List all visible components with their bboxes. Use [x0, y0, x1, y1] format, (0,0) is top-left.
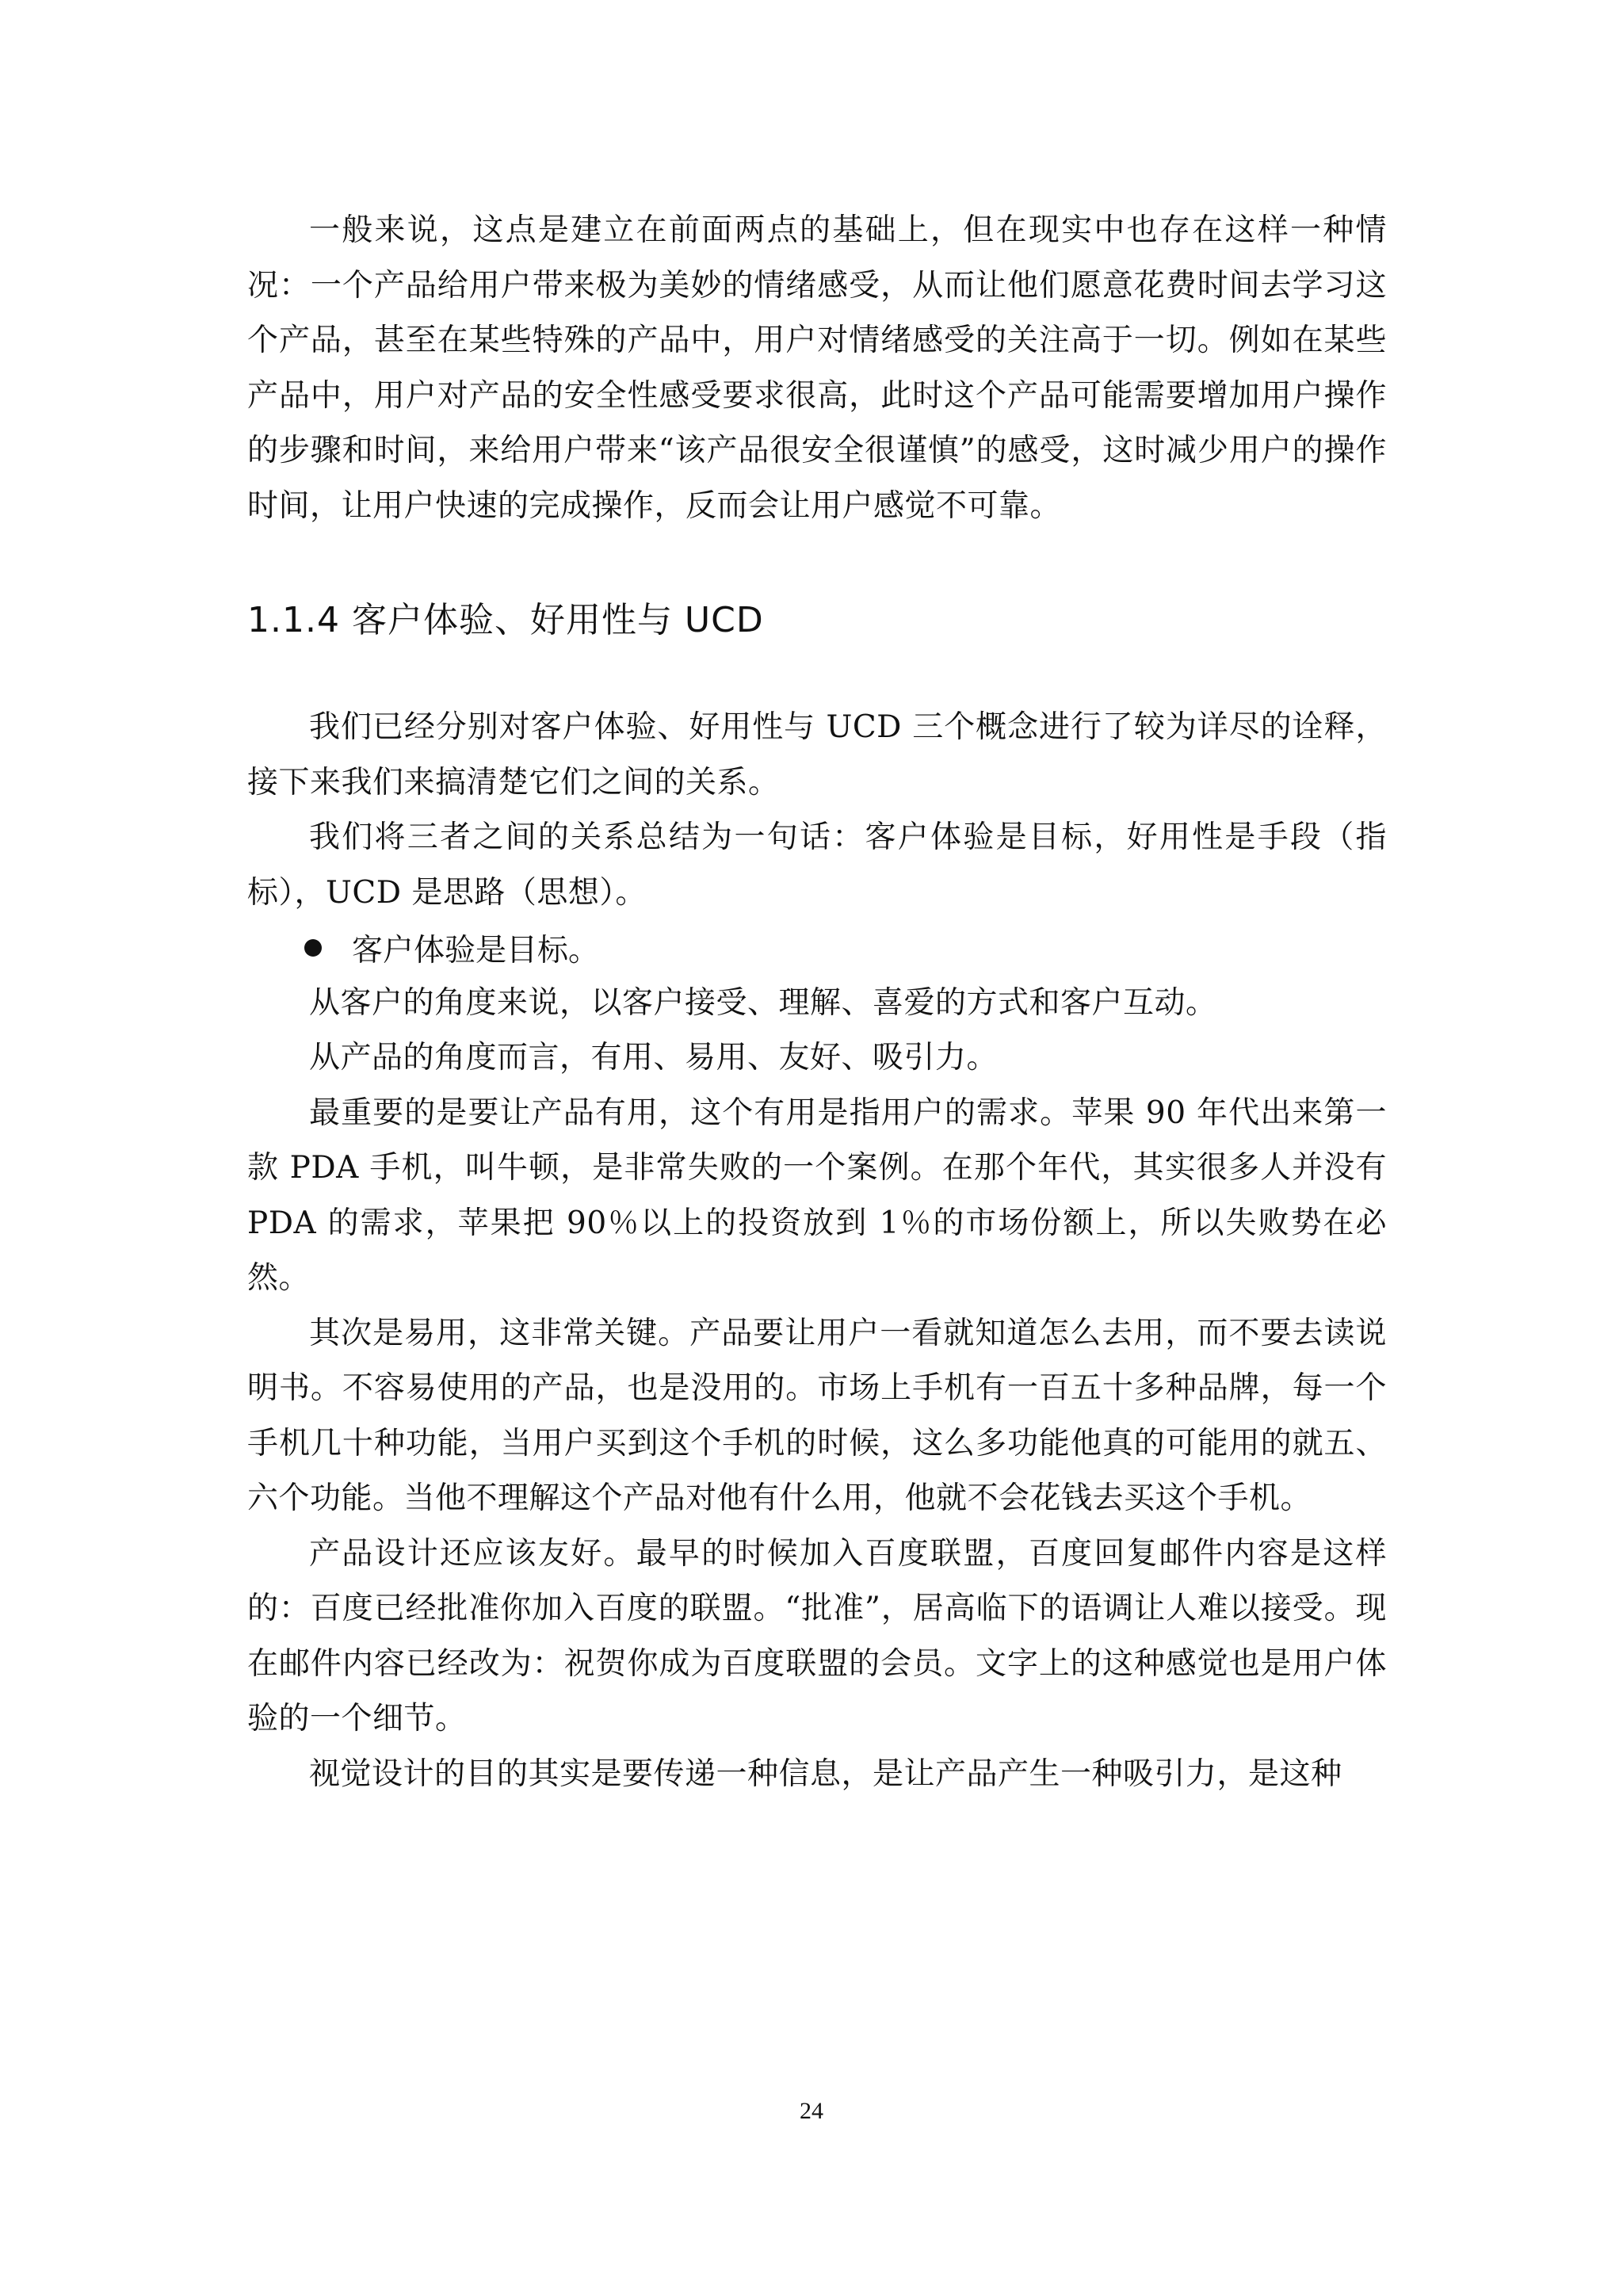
visual-design-paragraph: 视觉设计的目的其实是要传递一种信息，是让产品产生一种吸引力，是这种: [309, 1755, 1342, 1792]
product-perspective-paragraph: 从产品的角度而言，有用、易用、友好、吸引力。: [309, 1040, 999, 1075]
relationship-summary-paragraph: 我们将三者之间的关系总结为一句话：客户体验是目标，好用性是手段（指标），UCD 是思路（思想）。: [247, 819, 1387, 911]
usefulness-paragraph: 最重要的是要让产品有用，这个有用是指用户的需求。苹果 90 年代出来第一款 PDA 手机，叫牛顿，是非常失败的一个案例。在那个年代，其实很多人并没有 PDA 的需求，苹果把 90％以上的投资放到 1％的市场份额上，所以失败势在必然。: [247, 1095, 1387, 1296]
usability-paragraph: 其次是易用，这非常关键。产品要让用户一看就知道怎么去用，而不要去读说明书。不容易使用的产品，也是没用的。市场上手机有一百五十多种品牌，每一个手机几十种功能，当用户买到这个手机的时候，这么多功能他真的可能用的就五、六个功能。当他不理解这个产品对他有什么用，他就不会花钱去买这个手机。: [247, 1315, 1387, 1516]
filled-circle-bullet-icon: [304, 939, 322, 957]
page-number: 24: [800, 2098, 823, 2124]
section-heading: 1.1.4 客户体验、好用性与 UCD: [247, 600, 764, 640]
opening-paragraph: 一般来说，这点是建立在前面两点的基础上，但在现实中也存在这样一种情况：一个产品给用户带来极为美妙的情绪感受，从而让他们愿意花费时间去学习这个产品，甚至在某些特殊的产品中，用户对情绪感受的关注高于一切。例如在某些产品中，用户对产品的安全性感受要求很高，此时这个产品可能需要增加用户操作的步骤和时间，来给用户带来“该产品很安全很谨慎”的感受，这时减少用户的操作时间，让用户快速的完成操作，反而会让用户感觉不可靠。: [247, 212, 1387, 524]
customer-perspective-paragraph: 从客户的角度来说，以客户接受、理解、喜爱的方式和客户互动。: [309, 984, 1217, 1021]
bullet-text: 客户体验是目标。: [352, 932, 600, 968]
friendly-design-paragraph: 产品设计还应该友好。最早的时候加入百度联盟，百度回复邮件内容是这样的：百度已经批准你加入百度的联盟。“批准”，居高临下的语调让人难以接受。现在邮件内容已经改为：祝贺你成为百度联盟的会员。文字上的这种感觉也是用户体验的一个细节。: [247, 1535, 1387, 1736]
document-page: [247, 203, 1387, 1801]
relationship-intro-paragraph: 我们已经分别对客户体验、好用性与 UCD 三个概念进行了较为详尽的诠释，接下来我们来搞清楚它们之间的关系。: [247, 709, 1387, 800]
bullet-list-item: [247, 920, 1387, 976]
